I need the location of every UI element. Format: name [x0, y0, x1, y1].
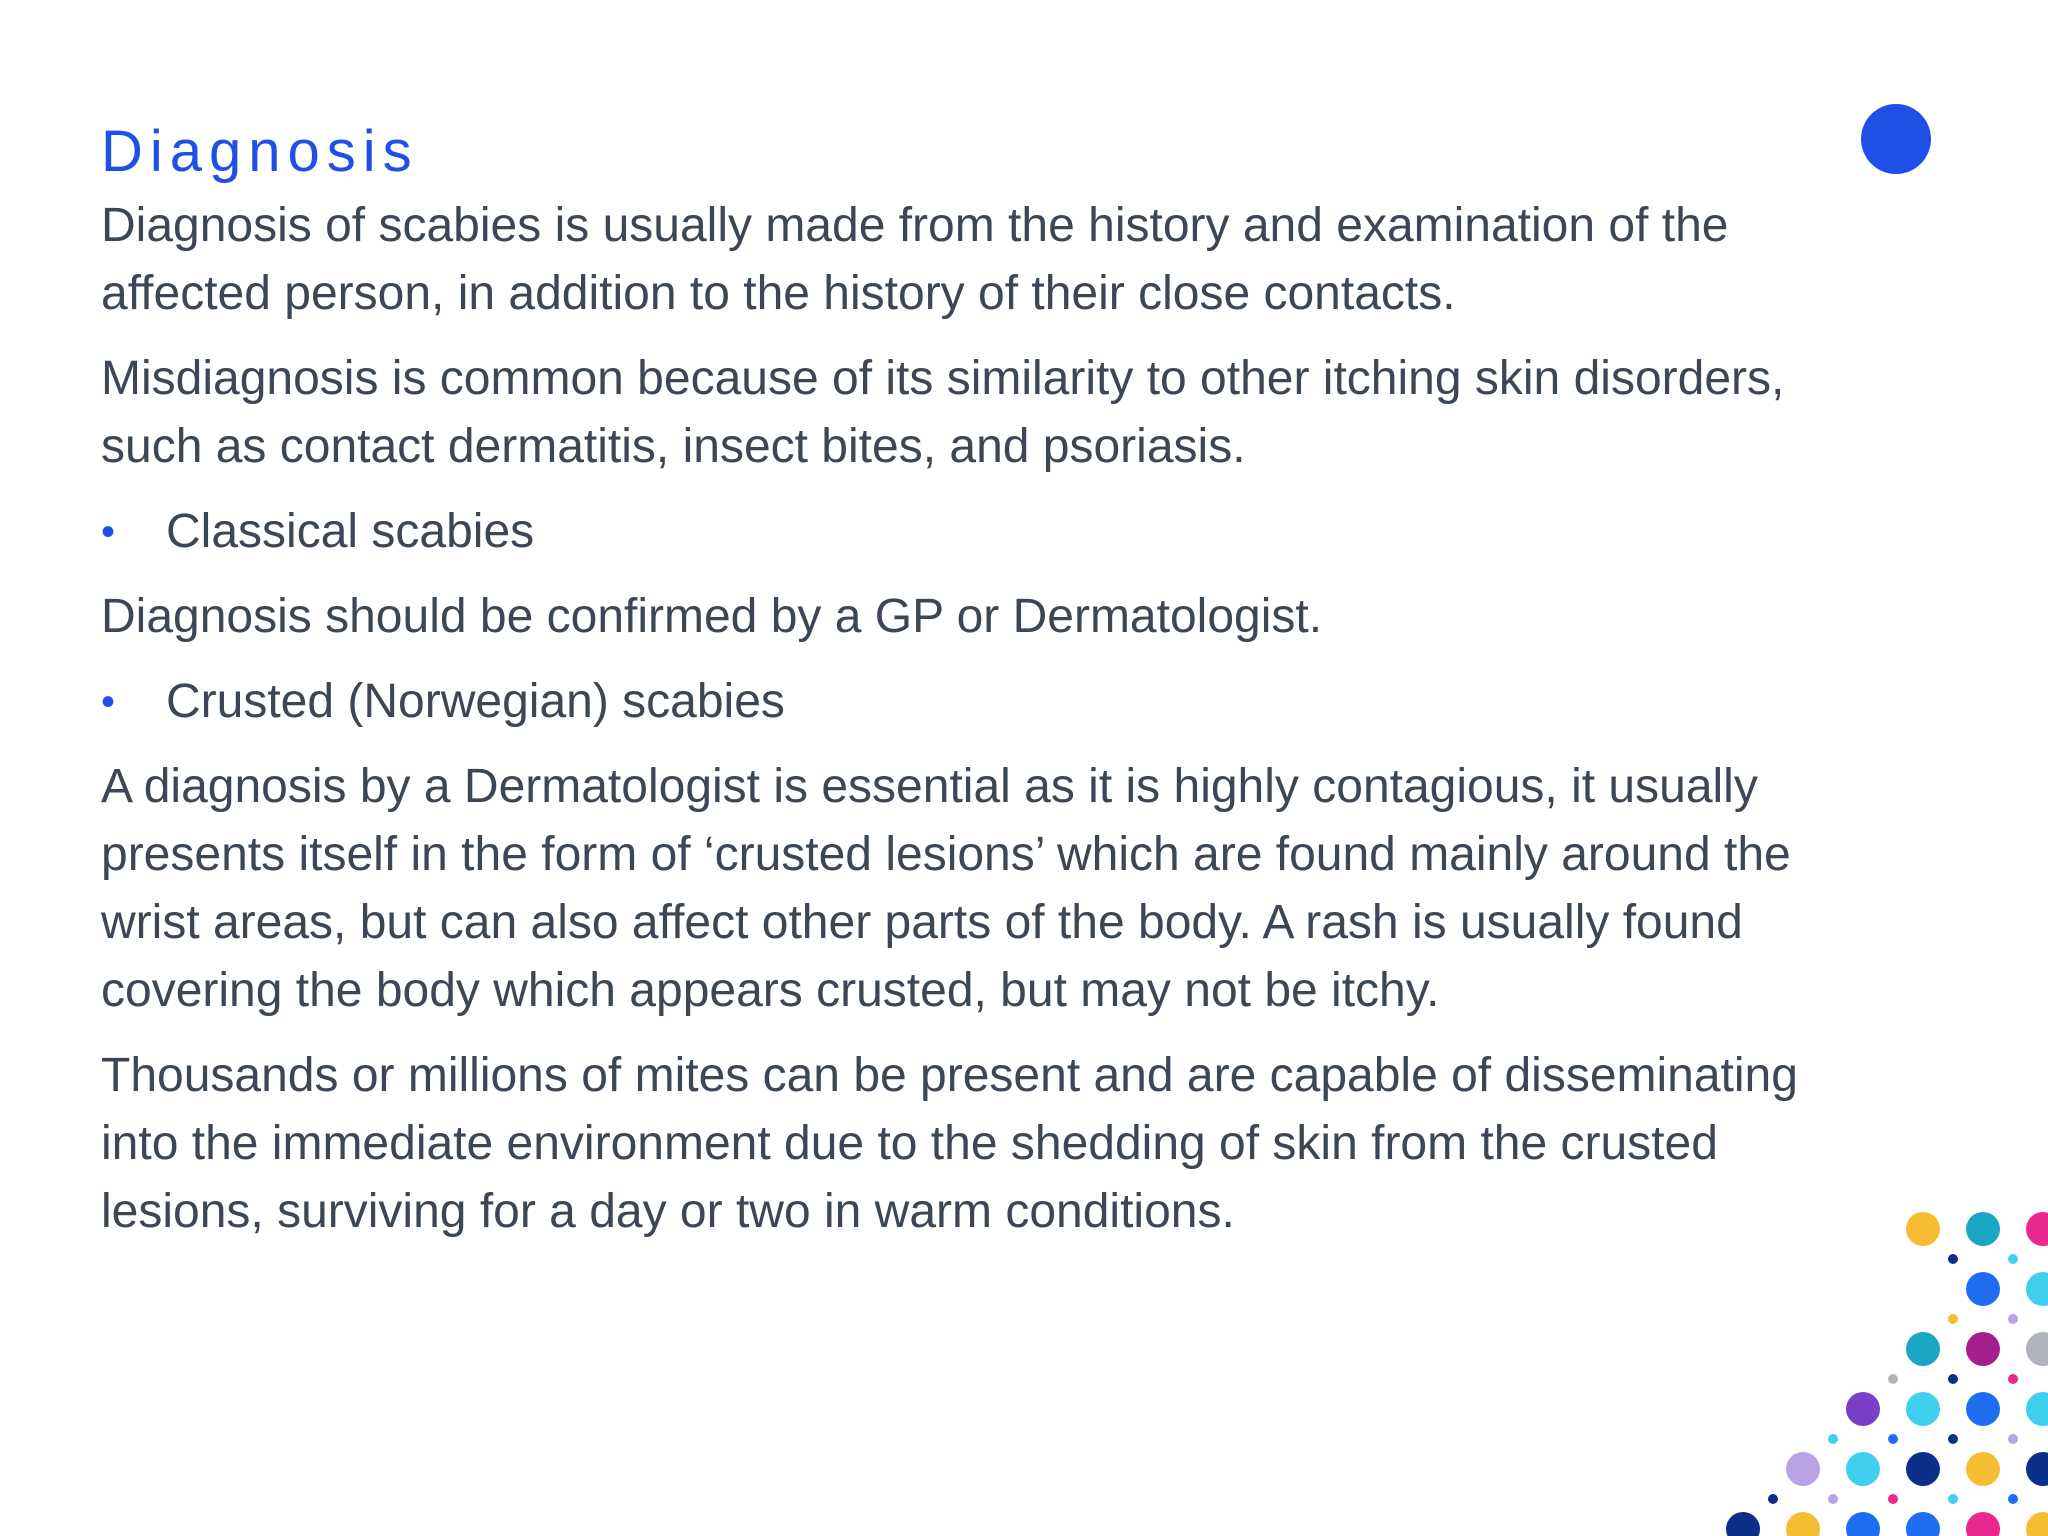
decorative-dot-icon [2008, 1254, 2018, 1264]
decorative-dot-icon [2026, 1332, 2048, 1366]
decorative-dot-icon [1888, 1494, 1898, 1504]
paragraph-confirmation: Diagnosis should be confirmed by a GP or Dermatologist. [101, 590, 1323, 643]
decorative-dot-icon [1906, 1392, 1940, 1426]
paragraph-misdiagnosis: Misdiagnosis is common because of its similarity to other itching skin disorders, such as contact dermatitis, insect bites, and psoriasis. [101, 352, 1785, 473]
decorative-dot-icon [1906, 1332, 1940, 1366]
decorative-dot-icon [1966, 1512, 2000, 1536]
decorative-dot-icon [2026, 1512, 2048, 1536]
paragraph-mites: Thousands or millions of mites can be present and are capable of disseminating into the immediate environment due to the shedding of skin from the crusted lesions, surviving for a day or two in warm conditions. [101, 1049, 1798, 1238]
decorative-dot-icon [1948, 1434, 1958, 1444]
decorative-dot-icon [1966, 1452, 2000, 1486]
bullet-item-classical [101, 498, 1821, 566]
decorative-dot-icon [1948, 1374, 1958, 1384]
decorative-dot-icon [1828, 1494, 1838, 1504]
decorative-dot-icon [1966, 1272, 2000, 1306]
decorative-dot-icon [1906, 1452, 1940, 1486]
decorative-dot-icon [1966, 1212, 2000, 1246]
decorative-dot-icon [1846, 1392, 1880, 1426]
decorative-dot-icon [1768, 1494, 1778, 1504]
decorative-dot-icon [1966, 1392, 2000, 1426]
decorative-dot-icon [2026, 1272, 2048, 1306]
decorative-dot-icon [2026, 1212, 2048, 1246]
bullet-icon: • [101, 510, 116, 554]
decorative-dot-icon [1948, 1494, 1958, 1504]
decorative-dot-icon [2026, 1452, 2048, 1486]
bullet-label: Crusted (Norwegian) scabies [166, 675, 785, 728]
paragraph-crusted-description: A diagnosis by a Dermatologist is essential as it is highly contagious, it usually presents itself in the form of ‘crusted lesions’ which are found mainly around the wrist areas, but can also affect other parts of the body. A rash is usually found covering the body which appears crusted, but may not be itchy. [101, 760, 1791, 1017]
decorative-dot-icon [1966, 1332, 2000, 1366]
decorative-dot-icon [1906, 1212, 1940, 1246]
decorative-dot-icon [1726, 1512, 1760, 1536]
slide-title: Diagnosis [101, 119, 419, 184]
decorative-dot-icon [1888, 1374, 1898, 1384]
decorative-dot-icon [2008, 1374, 2018, 1384]
accent-circle-icon [1861, 104, 1931, 174]
decorative-dot-icon [2008, 1314, 2018, 1324]
decorative-dot-icon [1948, 1314, 1958, 1324]
slide-body [101, 192, 1821, 1263]
bullet-icon: • [101, 680, 116, 724]
decorative-dot-icon [1948, 1254, 1958, 1264]
decorative-dot-icon [2026, 1392, 2048, 1426]
decorative-dot-icon [1786, 1452, 1820, 1486]
decorative-dot-icon [1846, 1452, 1880, 1486]
paragraph-diagnosis-method: Diagnosis of scabies is usually made from the history and examination of the affected person, in addition to the history of their close contacts. [101, 199, 1729, 320]
decorative-dot-icon [1828, 1434, 1838, 1444]
decorative-dot-icon [1906, 1512, 1940, 1536]
decorative-dot-icon [2008, 1434, 2018, 1444]
decorative-dot-icon [1888, 1434, 1898, 1444]
decorative-dot-icon [2008, 1494, 2018, 1504]
bullet-item-crusted [101, 668, 1821, 736]
decorative-dot-icon [1846, 1512, 1880, 1536]
decorative-dot-icon [1786, 1512, 1820, 1536]
bullet-label: Classical scabies [166, 505, 535, 558]
